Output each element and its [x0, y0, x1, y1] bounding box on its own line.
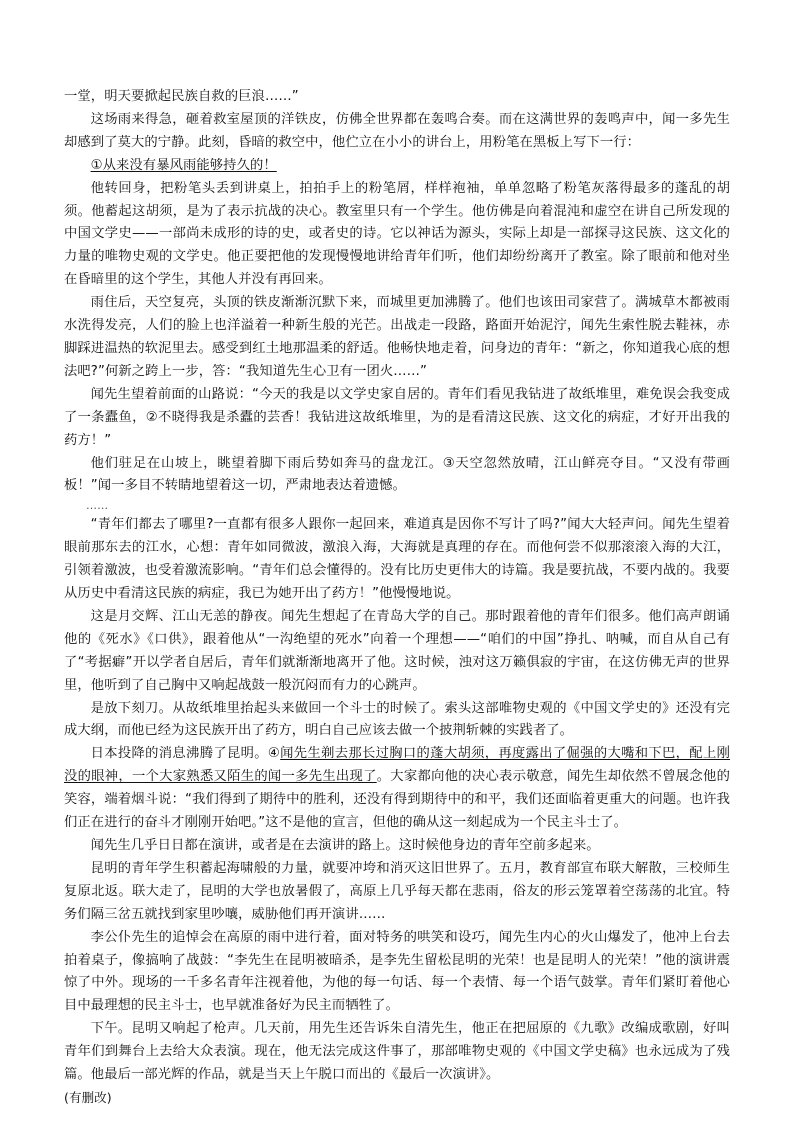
paragraph: 下午。昆明又响起了枪声。几天前，用先生还告诉朱自清先生，他正在把屈原的《九歌》改编成歌剧，好叫青年们到舞台上去给大众表演。现在，他无法完成这件事了，那部唯物史观的《中国文学史稿》也永远成为了残篇。他最后一部光辉的作品，就是当天上午脱口而出的《最后一次演讲》。: [64, 1021, 730, 1083]
text-run: 日本投降的消息沸腾了昆明。④: [90, 746, 281, 762]
paragraph: 这场雨来得急，砸着救室屋顶的洋铁皮，仿佛全世界都在轰鸣合奏。而在这满世界的轰鸣声中，闻一多先生却感到了莫大的宁静。此刻，昏暗的救空中，他伫立在小小的讲台上，用粉笔在黑板上写下一行：: [64, 111, 730, 150]
paragraph: 他转回身，把粉笔头丢到讲桌上，拍拍手上的粉笔屑，样样袍袖，单单忽略了粉笔灰落得最多的蓬乱的胡须。他蓄起这胡须，是为了表示抗战的决心。教室里只有一个学生。他仿佛是向着混沌和虚空在讲自己所发现的中国文学史——一部尚未成形的诗的史，或者史的诗。它以神话为源头，实际上却是一部探寻这民族、这文化的力量的唯物史观的文学史。他正要把他的发现慢慢地讲给青年们听，他们却纷纷离开了教室。除了眼前和他对坐在昏暗里的这个学生，其他人并没有再回来。: [64, 180, 730, 288]
paragraph: 这是月交辉、江山无恙的静夜。闻先生想起了在青岛大学的自己。那时跟着他的青年们很多。他们高声朗诵他的《死水》《口供》，跟着他从“一沟绝望的死水”向着一个理想——“咱们的中国”挣扎、呐喊，而自从自己有了“考据癖”开以学者自居后，青年们就渐渐地离开了他。这时候，浊对这万籁俱寂的宇宙，在这仿佛无声的世界里，他听到了自己胸中又响起战鼓一般沉闷而有力的心跳声。: [64, 608, 730, 693]
paragraph: 他们驻足在山坡上，眺望着脚下雨后势如奔马的盘龙江。③天空忽然放晴，江山鲜亮夺目。“又没有带画板！”闻一多目不转睛地望着这一切，严肃地表达着遗憾。: [64, 455, 730, 494]
paragraph: [64, 743, 730, 835]
paragraph: 闻先生几乎日日都在演讲，或者是在去演讲的路上。这时候他身边的青年空前多起来。: [90, 838, 600, 853]
paragraph: ①从来没有暴风雨能够持久的！: [90, 157, 277, 173]
text-run: 。大家都向他的决心表示敬意，闻先生却依然不曾展念他的笑容，端着烟斗说：“我们得到了期待中的胜利，还没有得到期待中的和平，我们还面临着更重大的问题。也许我们正在进行的奋斗才刚刚开始吧。”这不是他的宣言，但他的确从这一刻起成为一个民主斗士了。: [64, 769, 730, 831]
source-note: (有删改): [64, 1089, 112, 1105]
paragraph: 昆明的青年学生积蓄起海啸般的力量，就要冲垮和消灭这旧世界了。五月，教育部宣布联大解散，三校师生复原北返。联大走了，昆明的大学也放暑假了，高原上几乎每天都在悲雨，俗友的形云笼罩着空荡荡的北宜。特务们隔三岔五就找到家里吵嚷，威胁他们再开演讲……: [64, 860, 730, 922]
paragraph: 是放下刻刀。从故纸堆里抬起头来做回一个斗士的时候了。索头这部唯物史观的《中国文学史的》还没有完成大纲，而他已经为这民族开出了药方，明白自己应该去做一个披荆斩棘的实践者了。: [64, 700, 730, 739]
underlined-sentence: 闻先生剃去那长过胸口的蓬大胡须，再度露出了倔强的大嘴和下巴，配上刚没的眼神，一个大家熟悉又陌生的闻一多先生出现了: [64, 746, 730, 785]
paragraph: 一堂，明天要掀起民族自救的巨浪……”: [64, 89, 299, 104]
paragraph: 李公仆先生的追悼会在高原的雨中进行着，面对特务的哄笑和设巧，闻先生内心的火山爆发了，他冲上台去拍着桌子，像搞响了战鼓：“李先生在昆明被暗杀，是李先生留松昆明的光荣！也是昆明人的光荣！”他的演讲震惊了中外。现场的一千多名青年注视着他，为他的每一句话、每一个表情、每一个语气鼓掌。青年们紧盯着他心目中最理想的民主斗士，也早就准备好为民主而牺牲了。: [64, 929, 730, 1014]
article-body: [64, 86, 730, 1110]
ellipsis-divider: ……: [86, 499, 109, 513]
paragraph: 雨住后，天空复亮，头顶的铁皮渐渐沉默下来，而城里更加沸腾了。他们也该田司家营了。满城草木都被雨水洗得发亮，人们的脸上也洋溢着一种新生般的光芒。出战走一段路，路面开始泥泞，闻先生索性脱去鞋袜，赤脚踩进温热的软泥里去。感受到红土地那温柔的舒适。他畅快地走着，问身边的青年：“新之，你知道我心底的想法吧?”何新之跨上一步，答：“我知道先生心卫有一团火……”: [64, 295, 730, 379]
paragraph: “青年们都去了哪里?一直都有很多人跟你一起回来，难道真是因你不写计了吗?”闻大大轻声问。闻先生望着眼前那东去的江水，心想：青年如同微波，激浪入海，大海就是真理的存在。而他何尝不似那滚滚入海的大江，引领着激波，也受着激流影响。“青年们总会懂得的。没有比历史更伟大的诗篇。我是要抗战，不要内战的。我要从历史中看清这民族的病症，我已为她开出了药方！”他慢慢地说。: [64, 517, 730, 602]
paragraph: 闻先生望着前面的山路说：“今天的我是以文学史家自居的。青年们看见我钻进了故纸堆里，难免误会我变成了一条蠹鱼，②不晓得我是杀蠹的芸香！我钻进这故纸堆里，为的是看清这民族、这文化的病症，才好开出我的药方！”: [64, 386, 730, 448]
